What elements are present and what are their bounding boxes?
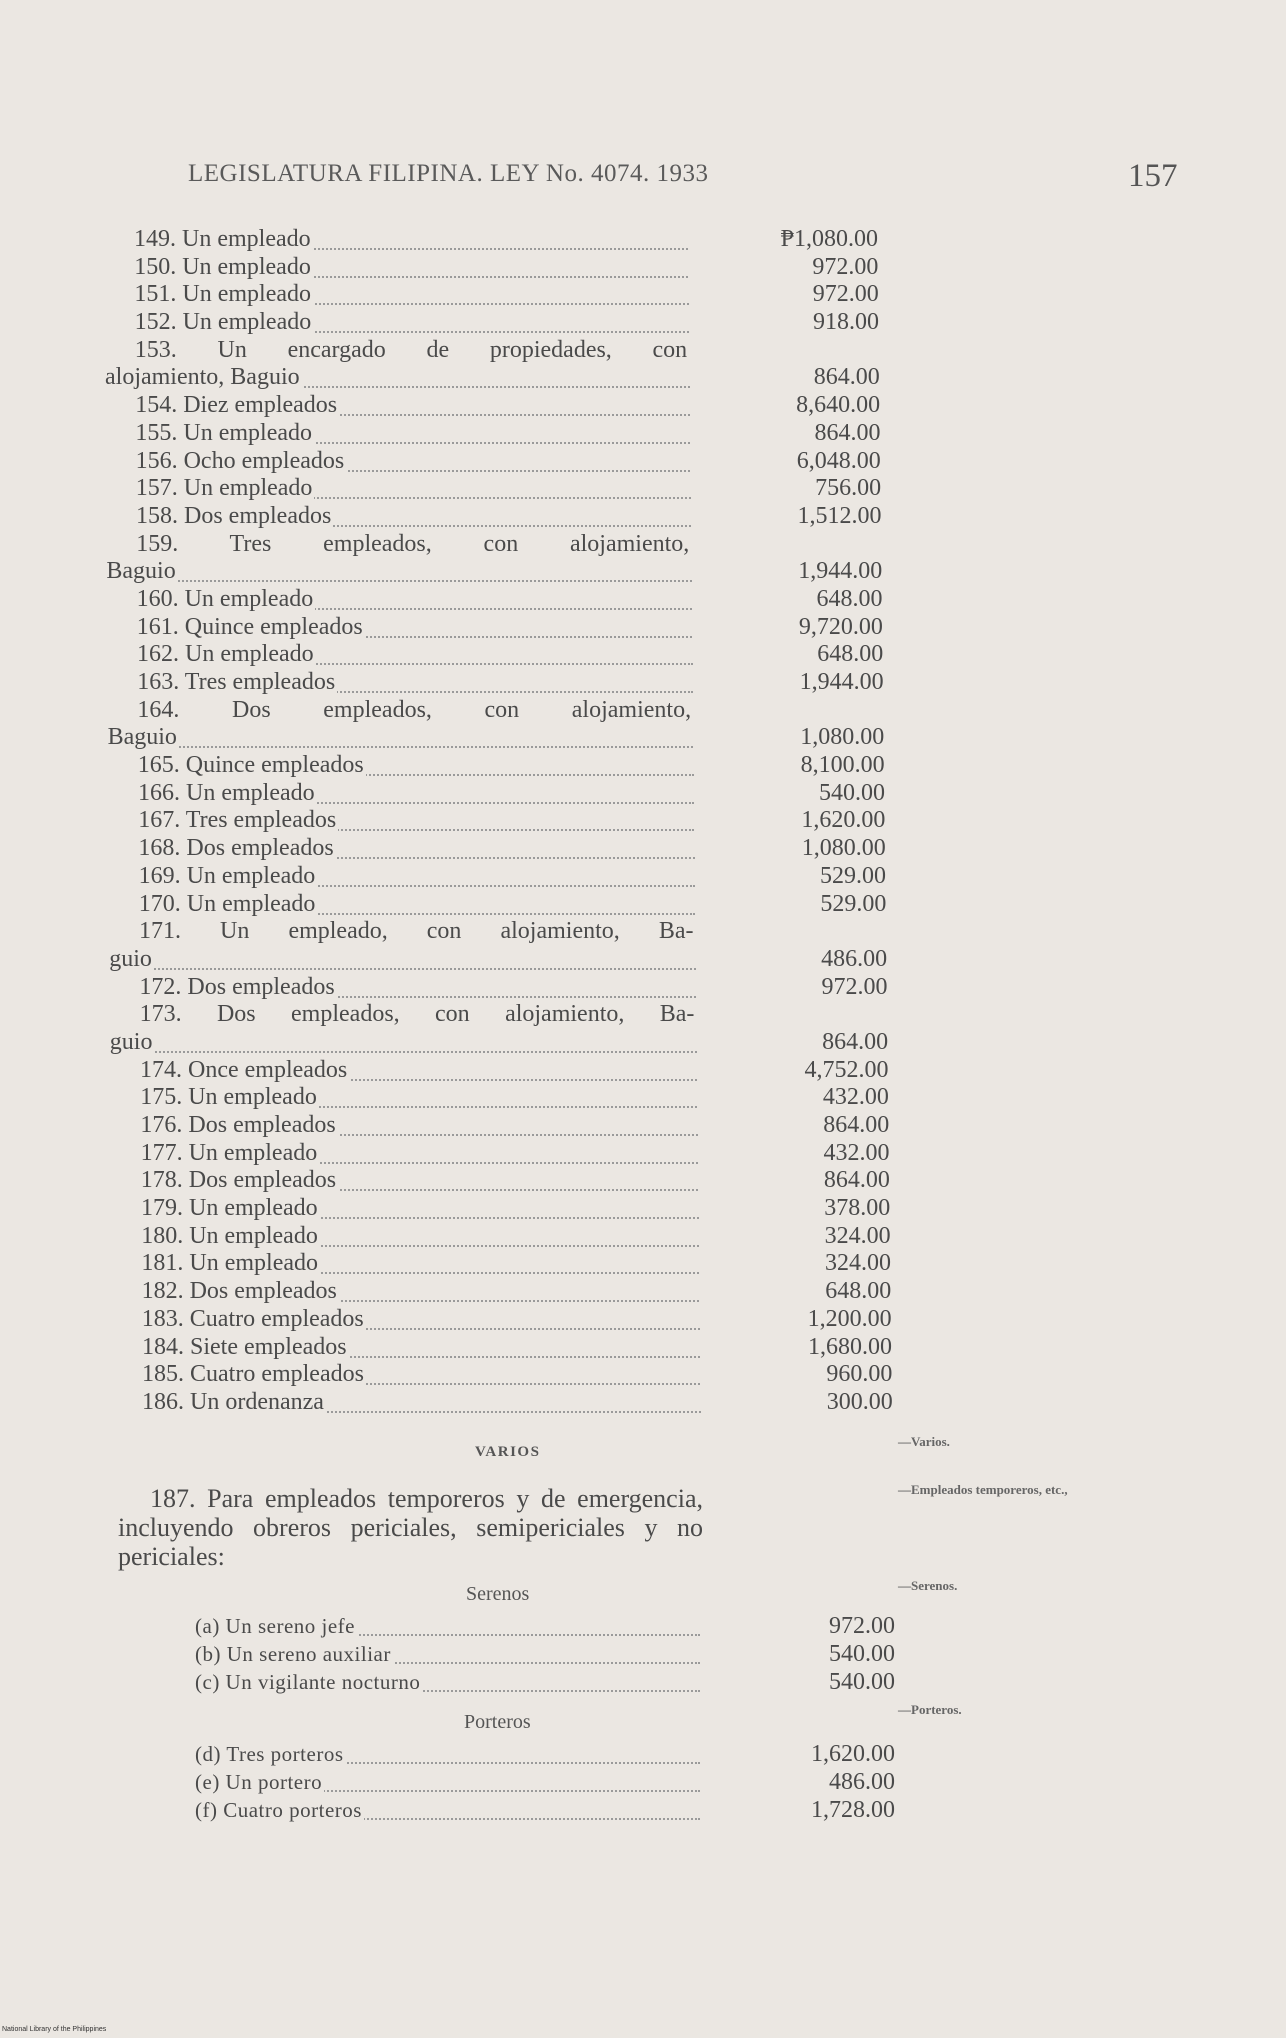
margin-note-empleados: —Empleados temporeros, etc., — [898, 1482, 1068, 1497]
entry-amount: 864.00 — [823, 1112, 890, 1138]
entry-label: 162. Un empleado — [137, 641, 314, 668]
sub-entry-amount: 540.00 — [829, 1669, 895, 1695]
entry-row — [0, 1057, 1286, 1085]
entry-row — [0, 420, 1286, 448]
entry-label: 158. Dos empleados — [136, 502, 332, 529]
entry-row — [0, 780, 1286, 808]
entry-label: 149. Un empleado — [134, 226, 311, 252]
entry-label: 183. Cuatro empleados — [141, 1305, 364, 1332]
entry-label: 165. Quince empleados — [137, 752, 364, 779]
entry-row — [0, 946, 1286, 974]
entry-label: 156. Ocho empleados — [135, 447, 345, 474]
entry-label: 168. Dos empleados — [138, 835, 334, 862]
entry-label: 161. Quince empleados — [136, 613, 363, 640]
entry-row — [0, 337, 1286, 365]
entry-amount: 378.00 — [824, 1195, 891, 1222]
entry-amount: 8,100.00 — [800, 752, 885, 779]
entry-amount: 1,620.00 — [801, 807, 886, 834]
leader-dots — [129, 966, 696, 970]
entry-amount: 1,944.00 — [799, 669, 884, 695]
entry-amount: 972.00 — [812, 281, 879, 308]
entry-row — [0, 503, 1286, 531]
entry-row — [0, 669, 1286, 697]
appropriation-list — [0, 226, 1286, 1417]
entry-label: 169. Un empleado — [138, 862, 316, 889]
entry-amount: 4,752.00 — [804, 1056, 889, 1083]
entry-row — [0, 364, 1286, 392]
entry-label: 157. Un empleado — [135, 475, 313, 502]
entry-amount: 486.00 — [821, 945, 888, 972]
entry-label: 173. Dos empleados, con alojamiento, Ba- — [139, 1001, 695, 1028]
margin-note-porteros: —Porteros. — [898, 1702, 962, 1717]
entry-row — [0, 1223, 1286, 1251]
entry-amount: 1,512.00 — [797, 502, 882, 529]
entry-label: 153. Un encargado de propiedades, con — [134, 336, 688, 363]
sub-entry-label: (d) Tres porteros — [195, 1742, 344, 1766]
entry-amount: 864.00 — [814, 419, 881, 446]
sub-entry-amount: 1,728.00 — [811, 1797, 895, 1823]
entry-amount: 864.00 — [813, 364, 880, 391]
entry-label: 182. Dos empleados — [141, 1278, 337, 1305]
entry-label: 181. Un empleado — [141, 1250, 319, 1277]
entry-amount: 300.00 — [826, 1388, 893, 1415]
entry-amount: 972.00 — [821, 973, 888, 1000]
entry-label: guio — [109, 945, 152, 972]
entry-row — [0, 697, 1286, 725]
entry-label: 180. Un empleado — [141, 1222, 318, 1249]
subheading-porteros: Porteros — [464, 1711, 531, 1733]
sub-entry-amount: 1,620.00 — [811, 1741, 895, 1767]
entry-row — [0, 586, 1286, 614]
entry-label: 160. Un empleado — [136, 585, 314, 612]
entry-label: 159. Tres empleados, con alojamiento, — [136, 530, 690, 557]
entry-row — [0, 1084, 1286, 1112]
entry-row — [0, 309, 1286, 337]
entry-amount: 1,680.00 — [808, 1333, 892, 1360]
entry-row — [0, 641, 1286, 669]
entry-row — [0, 614, 1286, 642]
entry-label: 176. Dos empleados — [140, 1112, 336, 1138]
entry-label: 166. Un empleado — [138, 779, 315, 806]
entry-row — [0, 531, 1286, 559]
entry-row — [0, 1112, 1286, 1140]
sub-entry-row — [0, 1768, 1286, 1796]
entry-label: 179. Un empleado — [141, 1195, 318, 1222]
entry-row — [0, 475, 1286, 503]
entry-label: 185. Cuatro empleados — [142, 1361, 364, 1388]
sub-entry-row — [0, 1740, 1286, 1768]
entry-row — [0, 1250, 1286, 1278]
sub-entry-label: (b) Un sereno auxiliar — [195, 1642, 391, 1666]
entry-label: 167. Tres empleados — [138, 807, 337, 834]
entry-row — [0, 1361, 1286, 1389]
entry-label: 150. Un empleado — [134, 253, 311, 280]
sub-entry-label: (a) Un sereno jefe — [195, 1614, 355, 1638]
entry-row — [0, 392, 1286, 420]
entry-label: 186. Un ordenanza — [142, 1388, 324, 1415]
entry-amount: 960.00 — [826, 1361, 893, 1388]
entry-amount: 324.00 — [824, 1250, 891, 1277]
entry-row — [0, 752, 1286, 780]
entry-label: 164. Dos empleados, con alojamiento, — [137, 696, 692, 723]
sub-entry-amount: 972.00 — [829, 1613, 895, 1639]
entry-label: 177. Un empleado — [140, 1139, 318, 1166]
entry-row — [0, 918, 1286, 946]
entry-label: 163. Tres empleados — [137, 669, 336, 695]
entry-row — [0, 835, 1286, 863]
entry-row — [0, 724, 1286, 752]
entry-row — [0, 558, 1286, 586]
entry-amount: 540.00 — [819, 779, 885, 806]
entry-label: 178. Dos empleados — [140, 1167, 337, 1194]
entry-row — [0, 1278, 1286, 1306]
entry-row — [0, 1195, 1286, 1223]
entry-amount: 972.00 — [812, 253, 879, 280]
entry-label: Baguio — [107, 724, 177, 751]
entry-amount: 324.00 — [824, 1222, 891, 1249]
entry-label: 155. Un empleado — [135, 419, 313, 446]
entry-label: alojamiento, Baguio — [105, 364, 300, 391]
entry-row — [0, 1389, 1286, 1417]
sub-entry-label: (e) Un portero — [195, 1770, 323, 1794]
entry-amount: 432.00 — [822, 1084, 889, 1111]
entry-amount: 918.00 — [813, 309, 880, 336]
entry-row — [0, 226, 1286, 254]
entry-row — [0, 1001, 1286, 1029]
entry-row — [0, 1029, 1286, 1057]
entry-label: 152. Un empleado — [134, 309, 312, 336]
entry-row — [0, 891, 1286, 919]
entry-amount: 529.00 — [820, 862, 887, 889]
margin-note-varios: —Varios. — [898, 1434, 950, 1449]
paragraph-text: 187. Para empleados temporeros y de emergencia, incluyendo obreros periciales, semipericiales y no periciales: — [118, 1484, 703, 1571]
item-187-paragraph — [118, 1484, 703, 1571]
sub-entry-amount: 486.00 — [829, 1769, 895, 1795]
entry-amount: 1,200.00 — [807, 1305, 892, 1332]
entry-label: 170. Un empleado — [138, 890, 316, 917]
sub-entry-amount: 540.00 — [829, 1641, 895, 1667]
subheading-serenos: Serenos — [466, 1583, 530, 1605]
entry-row — [0, 1334, 1286, 1362]
entry-amount: 648.00 — [825, 1278, 892, 1305]
entry-row — [0, 281, 1286, 309]
entry-label: 172. Dos empleados — [139, 973, 335, 1000]
entry-row — [0, 448, 1286, 476]
entry-row — [0, 974, 1286, 1002]
entry-amount: 864.00 — [823, 1167, 890, 1194]
sub-entry-row — [0, 1668, 1286, 1696]
margin-note-serenos: —Serenos. — [898, 1578, 958, 1593]
entry-amount: ₱1,080.00 — [780, 226, 878, 252]
entry-label: 184. Siete empleados — [142, 1333, 347, 1360]
leader-dots — [128, 744, 694, 748]
entry-amount: 8,640.00 — [796, 392, 881, 419]
entry-label: Baguio — [106, 558, 176, 585]
entry-row — [0, 1140, 1286, 1168]
running-header: LEGISLATURA FILIPINA. LEY No. 4074. 1933 — [188, 160, 709, 187]
entry-amount: 756.00 — [815, 475, 882, 502]
entry-amount: 648.00 — [817, 641, 884, 668]
entry-label: 175. Un empleado — [140, 1084, 317, 1111]
entry-label: 174. Once empleados — [140, 1056, 348, 1083]
leader-dots — [130, 1049, 697, 1053]
entry-label: 151. Un empleado — [134, 281, 312, 308]
entry-amount: 432.00 — [823, 1139, 890, 1166]
page-number: 157 — [1128, 158, 1178, 194]
entry-amount: 1,944.00 — [798, 558, 883, 585]
entry-amount: 648.00 — [816, 585, 883, 612]
sub-entry-row — [0, 1640, 1286, 1668]
entry-amount: 1,080.00 — [801, 835, 886, 862]
entry-row — [0, 254, 1286, 282]
sub-entry-row — [0, 1796, 1286, 1824]
footer-credit: National Library of the Philippines — [2, 2026, 107, 2033]
sub-entry-label: (c) Un vigilante nocturno — [195, 1670, 421, 1694]
entry-label: guio — [109, 1028, 153, 1055]
entry-amount: 6,048.00 — [796, 447, 881, 474]
entry-row — [0, 1306, 1286, 1334]
leader-dots — [126, 578, 691, 582]
entry-row — [0, 807, 1286, 835]
entry-label: 154. Diez empleados — [135, 392, 338, 419]
entry-amount: 9,720.00 — [798, 613, 883, 640]
entry-amount: 1,080.00 — [800, 724, 885, 751]
sub-entry-row — [0, 1612, 1286, 1640]
entry-amount: 529.00 — [820, 890, 887, 917]
section-heading-varios: VARIOS — [475, 1444, 541, 1460]
entry-row — [0, 1167, 1286, 1195]
entry-label: 171. Un empleado, con alojamiento, Ba- — [139, 918, 694, 945]
sub-entry-label: (f) Cuatro porteros — [195, 1798, 362, 1822]
entry-row — [0, 863, 1286, 891]
entry-amount: 864.00 — [822, 1028, 889, 1055]
